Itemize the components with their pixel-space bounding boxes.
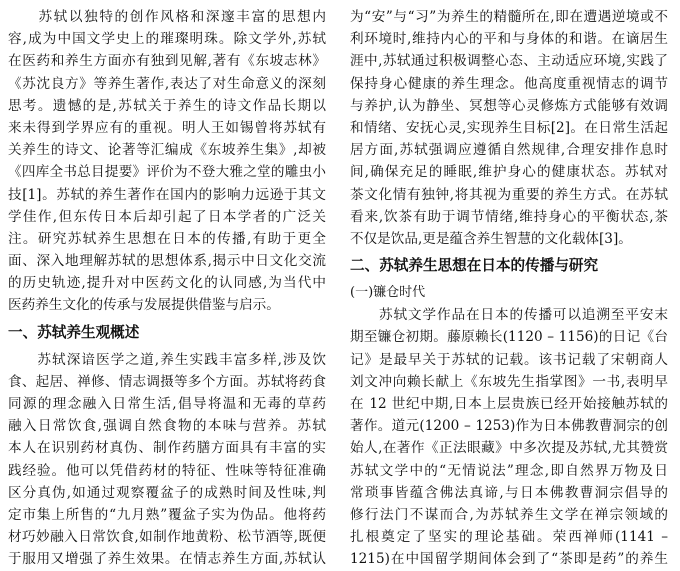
- text-line: 在 12 世纪中期,日本上层贵族已经开始接触苏轼的: [350, 396, 668, 412]
- text-line: 与养护,认为静坐、冥想等心灵修炼方式能够有效调: [350, 97, 668, 114]
- text-line: 修行法门不谋而合,为苏轼养生文学在禅宗领域的: [350, 506, 668, 523]
- text-line: 刘文冲向赖长献上《东坡先生指掌图》一书,表明早: [350, 373, 668, 390]
- text-line: 著作。道元(1200 – 1253)作为日本佛教曹洞宗的创: [350, 418, 668, 435]
- text-line: 和情绪、安抚心灵,实现养生目标[2]。在日常生活起: [350, 119, 668, 136]
- text-line: 利环境时,维持内心的平和与身体的和谐。在谪居生: [350, 31, 668, 48]
- text-line: 医药养生文化的传承与发展提供借鉴与启示。: [8, 297, 280, 314]
- text-line: 材巧妙融入日常饮食,如制作地黄粉、松节酒等,既便: [8, 529, 326, 546]
- text-line: 涯中,苏轼通过积极调整心态、主动适应环境,实践了: [350, 53, 668, 70]
- section-heading: 二、苏轼养生思想在日本的传播与研究: [350, 257, 599, 275]
- text-line: 容,成为中国文学史上的璀璨明珠。除文学外,苏轼: [8, 31, 326, 48]
- text-line: 面、深入地理解苏轼的思想体系,揭示中日文化交流: [8, 253, 326, 270]
- text-line: 同源的理念融入日常生活,倡导将温和无毒的草药: [8, 396, 326, 412]
- text-line: 学佳作,但东传日本后却引起了日本学者的广泛关: [8, 208, 326, 225]
- text-line: 始人,在著作《正法眼藏》中多次提及苏轼,尤其赞赏: [350, 440, 668, 457]
- text-line: 间,确保充足的睡眠,维护身心的健康状态。苏轼对: [350, 164, 668, 181]
- text-line: 食、起居、禅修、情志调摄等多个方面。苏轼将药食: [8, 373, 326, 390]
- text-line: 期至镰仓初期。藤原赖长(1120 – 1156)的日记《台: [350, 329, 668, 346]
- text-line: 注。研究苏轼养生思想在日本的传播,有助于更全: [8, 230, 326, 247]
- text-line: 于服用又增强了养生效果。在情志养生方面,苏轼认: [8, 551, 326, 568]
- text-line: 定市集上所售的“九月熟”覆盆子实为伪品。他将药: [8, 506, 326, 523]
- continued-paragraph: [350, 6, 668, 250]
- text-line: 思考。遗憾的是,苏轼关于养生的诗文作品长期以: [8, 97, 326, 114]
- text-line: 茶文化情有独钟,将其视为重要的养生方式。在苏轼: [350, 186, 668, 203]
- left-column: [8, 6, 326, 571]
- text-line: 本人在识别药材真伪、制作药膳方面具有丰富的实: [8, 440, 326, 457]
- text-line: 《苏沈良方》等养生著作,表达了对生命意义的深刻: [8, 75, 326, 92]
- text-line: 不仅是饮品,更是蕴含养生智慧的文化载体[3]。: [350, 230, 632, 247]
- text-line: 为“安”与“习”为养生的精髓所在,即在遭遇逆境或不: [350, 9, 668, 25]
- text-line: 苏轼深谙医学之道,养生实践丰富多样,涉及饮: [8, 351, 326, 368]
- text-line: 苏轼文学作品在日本的传播可以追溯至平安末: [350, 307, 668, 324]
- text-line: 的历史轨迹,提升对中医药文化的认同感,为当代中: [8, 275, 326, 292]
- intro-paragraph: [8, 6, 326, 317]
- section-paragraph: [8, 349, 326, 571]
- text-line: 来未得到学界应有的重视。明人王如锡曾将苏轼有: [8, 119, 326, 136]
- section-paragraph: [350, 304, 668, 570]
- text-line: 融入日常饮食,强调自然食物的本味与营养。苏轼: [8, 418, 326, 435]
- subsection-heading: (一)镰仓时代: [350, 285, 426, 301]
- text-line: 1215)在中国留学期间体会到了“茶即是药”的养生: [350, 551, 668, 568]
- text-line: 关养生的诗文、论著等汇编成《东坡养生集》,却被: [8, 142, 326, 159]
- section-heading: 一、苏轼养生观概述: [8, 323, 140, 341]
- text-line: 记》是最早关于苏轼的记载。该书记载了宋朝商人: [350, 351, 668, 368]
- text-line: 保持身心健康的养生理念。他高度重视情志的调节: [350, 75, 668, 92]
- text-line: 技[1]。苏轼的养生著作在国内的影响力远逊于其文: [8, 186, 326, 203]
- text-line: 践经验。他可以凭借药材的特征、性味等特征准确: [8, 462, 326, 479]
- text-line: 《四库全书总目提要》评价为不登大雅之堂的雕虫小: [8, 164, 326, 181]
- text-line: 区分真伪,如通过观察覆盆子的成熟时间及性味,判: [8, 484, 326, 501]
- text-line: 苏轼文学中的“无情说法”理念,即自然界万物及日: [350, 462, 668, 479]
- text-line: 居方面,苏轼强调应遵循自然规律,合理安排作息时: [350, 142, 668, 159]
- text-line: 在医药和养生方面亦有独到见解,著有《东坡志林》: [8, 53, 326, 70]
- text-line: 扎根奠定了坚实的理论基础。荣西禅师(1141 –: [350, 529, 668, 546]
- text-line: 常琐事皆蕴含佛法真谛,与日本佛教曹洞宗倡导的: [350, 484, 668, 501]
- text-line: 苏轼以独特的创作风格和深邃丰富的思想内: [8, 9, 326, 25]
- right-column: [350, 6, 668, 571]
- text-line: 看来,饮茶有助于调节情绪,维持身心的平衡状态,茶: [350, 208, 668, 225]
